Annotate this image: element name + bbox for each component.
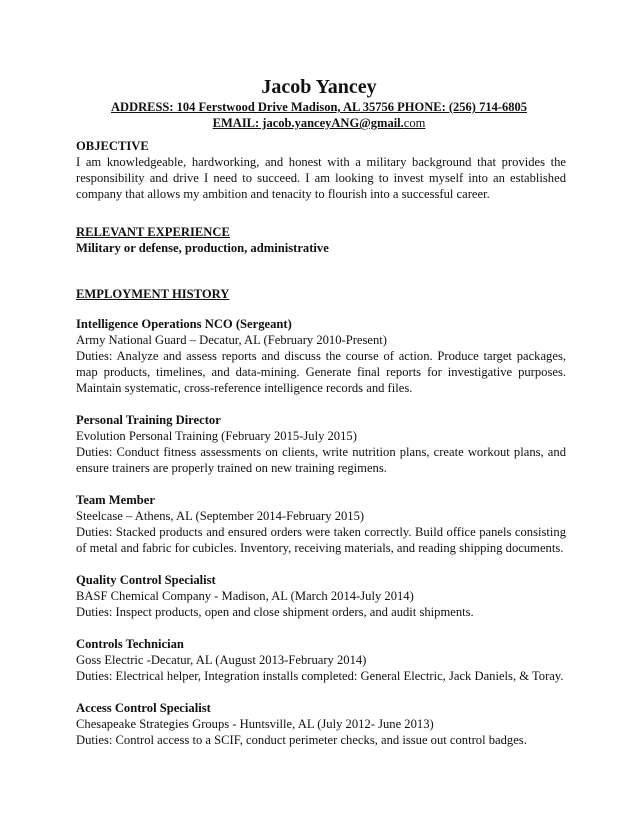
relevant-experience-text: Military or defense, production, administrative bbox=[76, 241, 329, 255]
relevant-experience-section bbox=[76, 224, 566, 256]
job-duties: Duties: Conduct fitness assessments on clients, write nutrition plans, create workout plans, and ensure trainers are properly trained on new training regimens. bbox=[76, 445, 566, 475]
job-duties: Duties: Control access to a SCIF, conduct perimeter checks, and issue out control badges. bbox=[76, 733, 527, 747]
job-entry bbox=[76, 572, 566, 620]
job-duties: Duties: Inspect products, open and close shipment orders, and audit shipments. bbox=[76, 605, 474, 619]
job-organization: Chesapeake Strategies Groups - Huntsville, AL (July 2012- June 2013) bbox=[76, 717, 434, 731]
job-duties: Duties: Electrical helper, Integration installs completed: General Electric, Jack Daniels, & Toray. bbox=[76, 669, 564, 683]
employment-history-section bbox=[76, 286, 566, 748]
job-title: Personal Training Director bbox=[76, 413, 221, 427]
job-organization: Evolution Personal Training (February 2015-July 2015) bbox=[76, 429, 357, 443]
objective-text: I am knowledgeable, hardworking, and honest with a military background that provides the responsibility and drive I need to succeed. I am looking to invest myself into an established company that allows my ambition and tenacity to flourish into a successful career. bbox=[76, 155, 566, 201]
job-title: Quality Control Specialist bbox=[76, 573, 216, 587]
job-title: Controls Technician bbox=[76, 637, 184, 651]
job-organization: Steelcase – Athens, AL (September 2014-February 2015) bbox=[76, 509, 365, 523]
job-duties: Duties: Stacked products and ensured orders were taken correctly. Build office panels consisting of metal and fabric for cubicles. Inventory, receiving materials, and reading shipping documents. bbox=[76, 525, 566, 555]
objective-section bbox=[76, 138, 566, 202]
resume-content bbox=[76, 138, 566, 748]
email-prefix: EMAIL: jacob.yanceyANG@gmail. bbox=[212, 116, 404, 130]
job-entry bbox=[76, 492, 566, 556]
job-title: Team Member bbox=[76, 493, 155, 507]
job-entry bbox=[76, 316, 566, 396]
job-entry bbox=[76, 412, 566, 476]
email-line bbox=[0, 116, 638, 131]
job-duties: Duties: Analyze and assess reports and discuss the course of action. Produce target packages, map products, timelines, and data-mining. Generate final reports for investigative purposes. Maintain systematic, cross-reference intelligence records and files. bbox=[76, 349, 566, 395]
job-title: Intelligence Operations NCO (Sergeant) bbox=[76, 317, 292, 331]
job-entry bbox=[76, 636, 566, 684]
email-domain: com bbox=[403, 116, 426, 130]
job-title: Access Control Specialist bbox=[76, 701, 211, 715]
candidate-name: Jacob Yancey bbox=[261, 76, 377, 98]
job-entry bbox=[76, 700, 566, 748]
relevant-experience-title: RELEVANT EXPERIENCE bbox=[76, 225, 230, 239]
job-organization: Goss Electric -Decatur, AL (August 2013-February 2014) bbox=[76, 653, 367, 667]
job-organization: BASF Chemical Company - Madison, AL (March 2014-July 2014) bbox=[76, 589, 414, 603]
job-organization: Army National Guard – Decatur, AL (February 2010-Present) bbox=[76, 333, 387, 347]
objective-title: OBJECTIVE bbox=[76, 139, 149, 153]
address-phone-line: ADDRESS: 104 Ferstwood Drive Madison, AL 35756 PHONE: (256) 714-6805 bbox=[111, 100, 527, 114]
employment-history-title: EMPLOYMENT HISTORY bbox=[76, 287, 230, 301]
